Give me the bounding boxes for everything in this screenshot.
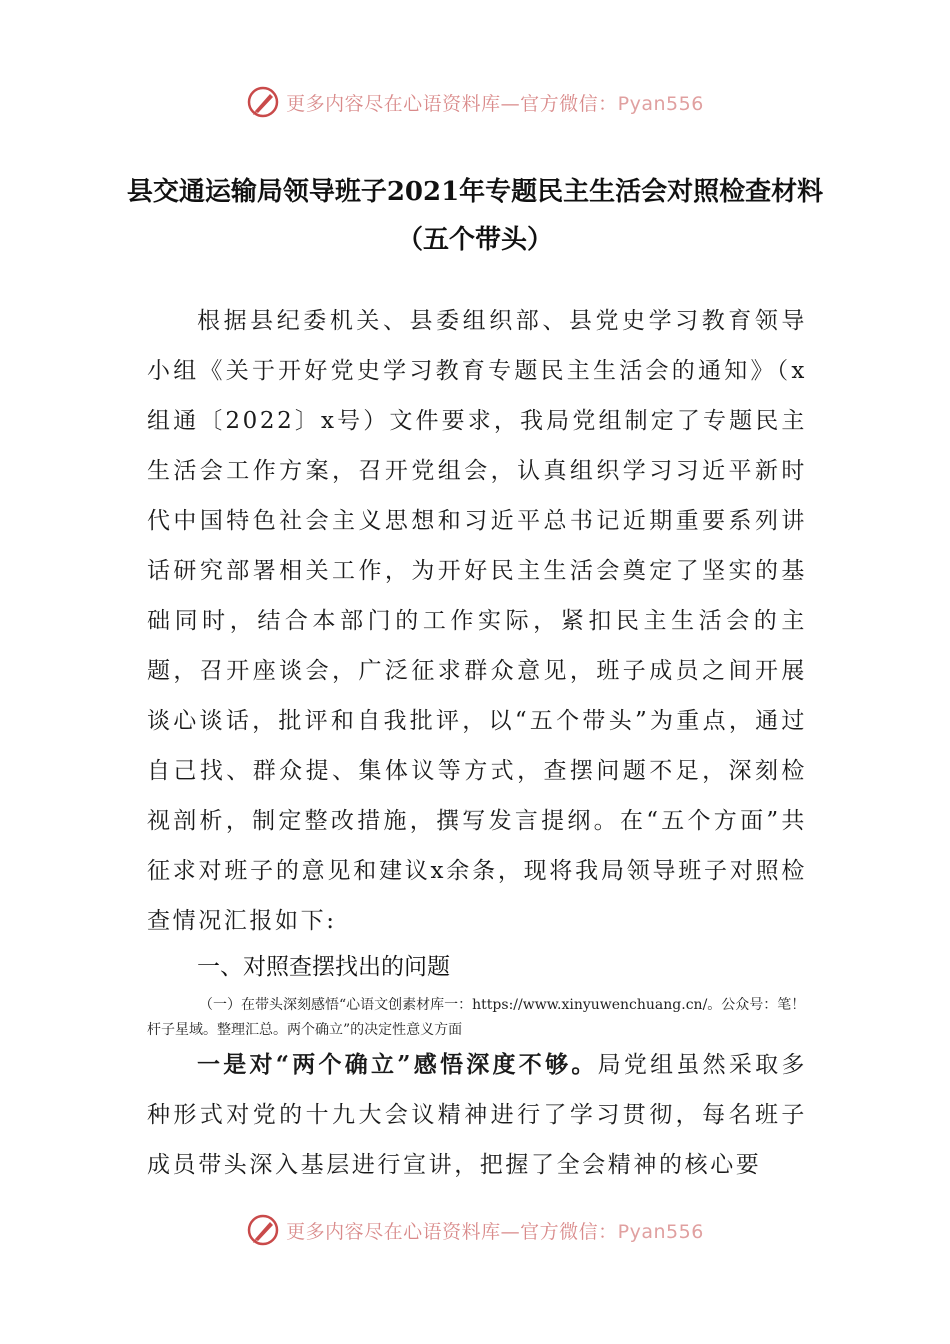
intro-paragraph: 根据县纪委机关、县委组织部、县党史学习教育领导小组《关于开好党史学习教育专题民主生活会的通知》（x组通〔2022〕x号）文件要求，我局党组制定了专题民主生活会工作方案，召开党组会，认真组织学习习近平新时代中国特色社会主义思想和习近平总书记近期重要系列讲话研究部署相关工作，为开好民主生活会奠定了坚实的基础同时，结合本部门的工作实际，紧扣民主生活会的主题，召开座谈会，广泛征求群众意见，班子成员之间开展谈心谈话，批评和自我批评，以“五个带头”为重点，通过自己找、群众提、集体议等方式，查摆问题不足，深刻检视剖析，制定整改措施，撰写发言提纲。在“五个方面”共征求对班子的意见和建议x余条，现将我局领导班子对照检查情况汇报如下: (147, 308, 807, 934)
body-paragraph-2 (147, 1040, 807, 1190)
pen-logo-icon (246, 1213, 280, 1247)
watermark-id: Pyan556 (617, 1220, 704, 1243)
paragraph-lead: 一是对“两个确立”感悟深度不够。 (197, 1051, 598, 1078)
watermark-header (0, 82, 950, 122)
section-heading-1: 一、对照查摆找出的问题 (197, 954, 450, 980)
watermark-text: 更多内容尽在心语资料库—官方微信：Pyan556 (286, 1220, 704, 1243)
paragraph-text: 局党组虽然采取多种形式对党的十九大会议精神进行了学习贯彻，每名班子成员带头深入基层进行宣讲，把握了全会精神的核心要 (147, 1052, 807, 1178)
pen-logo-icon (246, 85, 280, 119)
watermark-footer (0, 1210, 950, 1250)
watermark-text: 更多内容尽在心语资料库—官方微信：Pyan556 (286, 92, 704, 115)
watermark-id: Pyan556 (617, 92, 704, 115)
subsection-note: （一）在带头深刻感悟“心语文创素材库一：https://www.xinyuwenchuang.cn/。公众号：笔！杆子星域。整理汇总。两个确立”的决定性意义方面 (147, 997, 806, 1038)
document-title: 县交通运输局领导班子2021年专题民主生活会对照检查材料（五个带头） (126, 177, 824, 255)
